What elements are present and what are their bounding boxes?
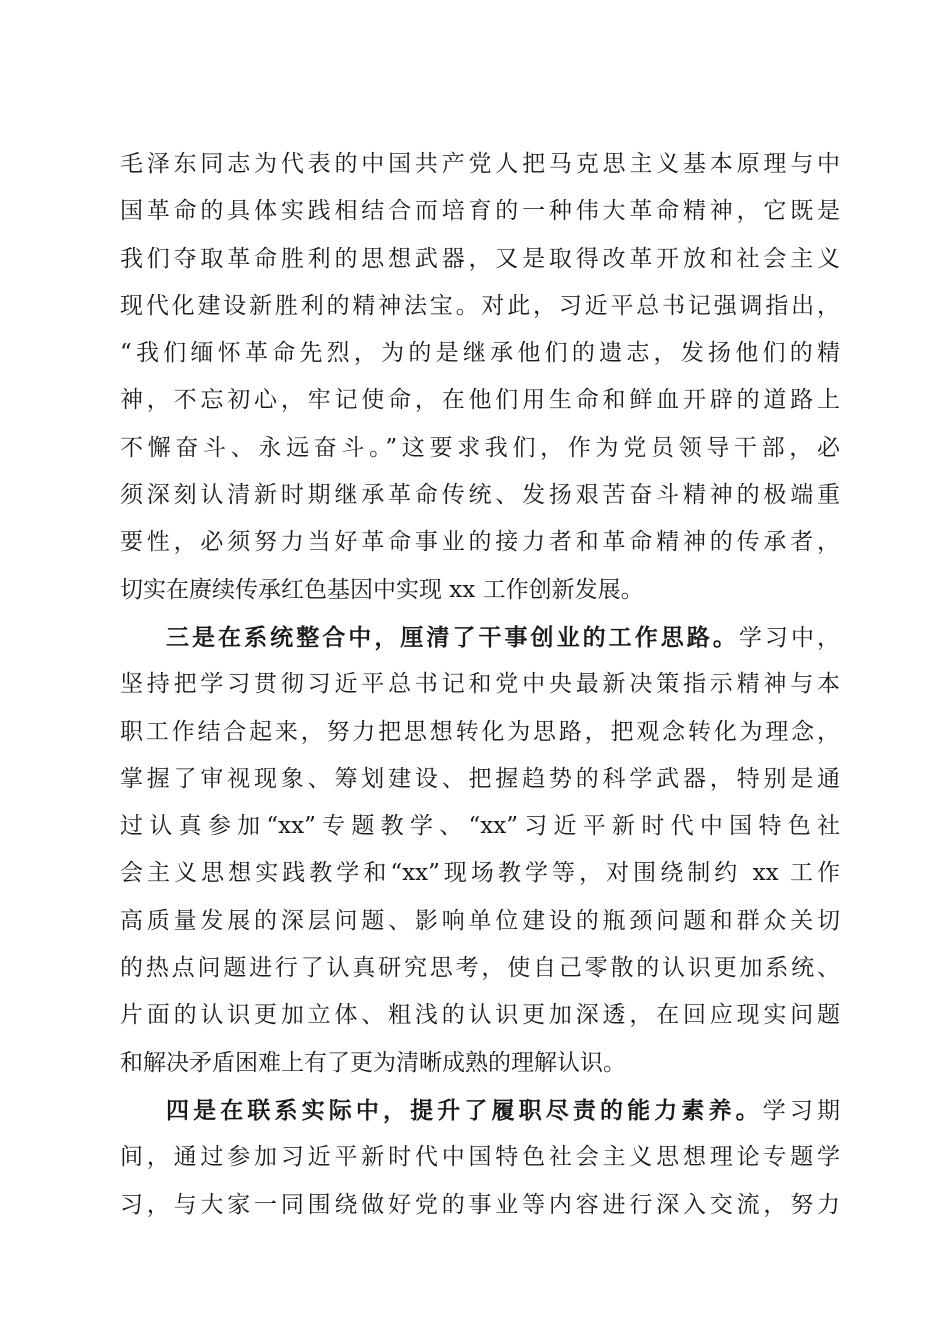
text-line bbox=[120, 614, 840, 661]
text-line: 坚持把学习贯彻习近平总书记和党中央最新决策指示精神与本 bbox=[120, 671, 840, 698]
text-line: 过认真参加“xx”专题教学、“xx”习近平新时代中国特色社 bbox=[120, 813, 840, 840]
paragraph-four bbox=[120, 1087, 840, 1229]
text-run: 学习中， bbox=[738, 624, 841, 651]
text-line: 高质量发展的深层问题、影响单位建设的瓶颈问题和群众关切 bbox=[120, 907, 840, 934]
text-line: 职工作结合起来，努力把思想转化为思路，把观念转化为理念， bbox=[120, 718, 840, 745]
text-line: 现代化建设新胜利的精神法宝。对此，习近平总书记强调指出， bbox=[120, 292, 840, 319]
text-line: 国革命的具体实践相结合而培育的一种伟大革命精神，它既是 bbox=[120, 198, 840, 225]
text-line: 和解决矛盾困难上有了更为清晰成熟的理解认识。 bbox=[120, 1049, 626, 1076]
text-line bbox=[120, 1087, 840, 1134]
text-line: 须深刻认清新时期继承革命传统、发扬艰苦奋斗精神的极端重 bbox=[120, 482, 840, 509]
paragraph-three bbox=[120, 614, 840, 1087]
text-line: 神，不忘初心，牢记使命，在他们用生命和鲜血开辟的道路上 bbox=[120, 387, 840, 414]
text-line: 要性，必须努力当好革命事业的接力者和革命精神的传承者， bbox=[120, 529, 840, 556]
text-line: 习，与大家一同围绕做好党的事业等内容进行深入交流，努力 bbox=[120, 1191, 840, 1218]
body-text bbox=[120, 141, 840, 1229]
text-line: 片面的认识更加立体、粗浅的认识更加深透，在回应现实问题 bbox=[120, 1002, 840, 1029]
text-line: 的热点问题进行了认真研究思考，使自己零散的认识更加系统、 bbox=[120, 955, 840, 982]
text-line: 毛泽东同志为代表的中国共产党人把马克思主义基本原理与中 bbox=[120, 151, 840, 177]
text-line: 掌握了审视现象、筹划建设、把握趋势的科学武器，特别是通 bbox=[120, 765, 840, 792]
text-run: 学习期 bbox=[762, 1097, 840, 1124]
paragraph-continuation bbox=[120, 141, 840, 614]
paragraph-lead: 三是在系统整合中，厘清了干事创业的工作思路。 bbox=[166, 623, 739, 651]
text-line: 我们夺取革命胜利的思想武器，又是取得改革开放和社会主义 bbox=[120, 245, 840, 272]
text-line: 切实在赓续传承红色基因中实现 xx 工作创新发展。 bbox=[120, 576, 644, 603]
text-line: 不懈奋斗、永远奋斗。”这要求我们，作为党员领导干部，必 bbox=[120, 434, 840, 461]
text-line: “我们缅怀革命先烈，为的是继承他们的遗志，发扬他们的精 bbox=[120, 340, 840, 367]
paragraph-lead: 四是在联系实际中，提升了履职尽责的能力素养。 bbox=[166, 1096, 763, 1124]
text-line: 间，通过参加习近平新时代中国特色社会主义思想理论专题学 bbox=[120, 1144, 840, 1171]
text-line: 会主义思想实践教学和“xx”现场教学等，对围绕制约 xx 工作 bbox=[120, 860, 840, 887]
